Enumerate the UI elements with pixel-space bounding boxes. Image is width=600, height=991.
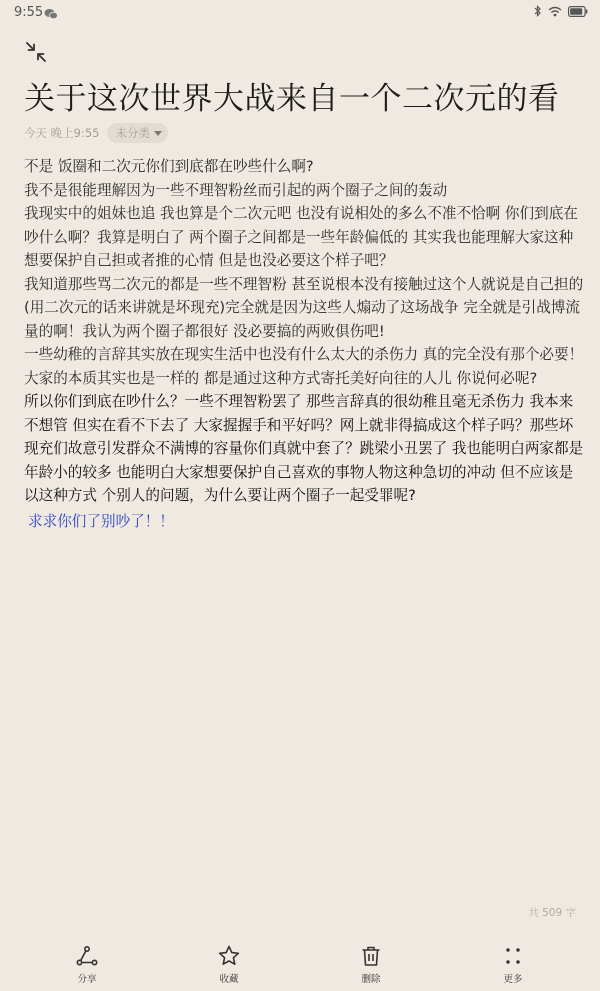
note-highlight-text: 求求你们了别吵了！！	[28, 512, 174, 530]
share-label: 分享	[77, 974, 97, 985]
note-paragraph: 一些幼稚的言辞其实放在现实生活中也没有什么太大的杀伤力 真的完全没有那个必要！大家的本质其实也是一样的 都是通过这种方式寄托美好向往的人儿 你说何必呢?	[24, 346, 584, 387]
status-icons	[534, 5, 588, 17]
favorite-button[interactable]	[199, 944, 259, 985]
status-bar	[0, 0, 600, 26]
more-label: 更多	[503, 974, 523, 985]
delete-button[interactable]	[341, 944, 401, 985]
note-paragraph: 我不是很能理解因为一些不理智粉丝而引起的两个圈子之间的轰动	[24, 181, 448, 199]
share-button[interactable]	[57, 944, 117, 985]
note-meta	[24, 123, 168, 143]
delete-label: 删除	[361, 974, 381, 985]
note-paragraph: 我现实中的姐妹也追 我也算是个二次元吧 也没有说相处的多么不准不恰啊 你们到底在吵什么啊？我算是明白了 两个圈子之间都是一些年龄偏低的 其实我也能理解大家这种想要保护自己担或者推的心情 但是也没必要这个样子吧？	[24, 205, 578, 269]
note-title[interactable]: 关于这次世界大战来自一个二次元的看	[24, 81, 560, 117]
note-body[interactable]	[24, 155, 584, 533]
trash-icon	[359, 944, 383, 968]
chevron-down-icon	[154, 131, 162, 136]
wifi-icon	[548, 6, 562, 17]
battery-icon	[568, 6, 588, 17]
favorite-label: 收藏	[219, 974, 239, 985]
bottom-toolbar	[0, 944, 600, 991]
share-icon	[75, 944, 99, 968]
star-icon	[217, 944, 241, 968]
note-paragraph: 不是 饭圈和二次元你们到底都在吵些什么啊?	[24, 158, 314, 175]
bluetooth-icon	[534, 5, 542, 17]
note-paragraph-emphasis: 所以你们到底在吵什么？一些不理智粉罢了 那些言辞真的很幼稚且毫无杀伤力 我本来不想管 但实在看不下去了 大家握握手和平好吗？网上就非得搞成这个样子吗？那些坏现充们故意引发群众不满博的容量你们真就中套了？跳梁小丑罢了 我也能明白两家都是年龄小的较多 也能明白大家想要保护自己喜欢的事物人物这种急切的冲动 但不应该是以这种方式 个别人的问题，为什么要让两个圈子一起受罪呢?	[24, 393, 584, 504]
word-count: 共 509 字	[528, 907, 576, 919]
more-button[interactable]	[483, 944, 543, 985]
category-label: 未分类	[115, 126, 150, 140]
category-dropdown[interactable]	[107, 123, 168, 143]
note-paragraph: 我知道那些骂二次元的都是一些不理智粉 甚至说根本没有接触过这个人就说是自己担的(用二次元的话来讲就是坏现充)完全就是因为这些人煽动了这场战争 完全就是引战博流量的啊！我认为两个圈子都很好 没必要搞的两败俱伤吧!	[24, 275, 584, 340]
more-icon	[501, 944, 525, 968]
note-timestamp: 今天 晚上9:55	[24, 126, 100, 140]
wechat-icon	[44, 5, 58, 17]
status-time: 9:55	[14, 5, 44, 20]
collapse-icon[interactable]	[24, 40, 48, 64]
